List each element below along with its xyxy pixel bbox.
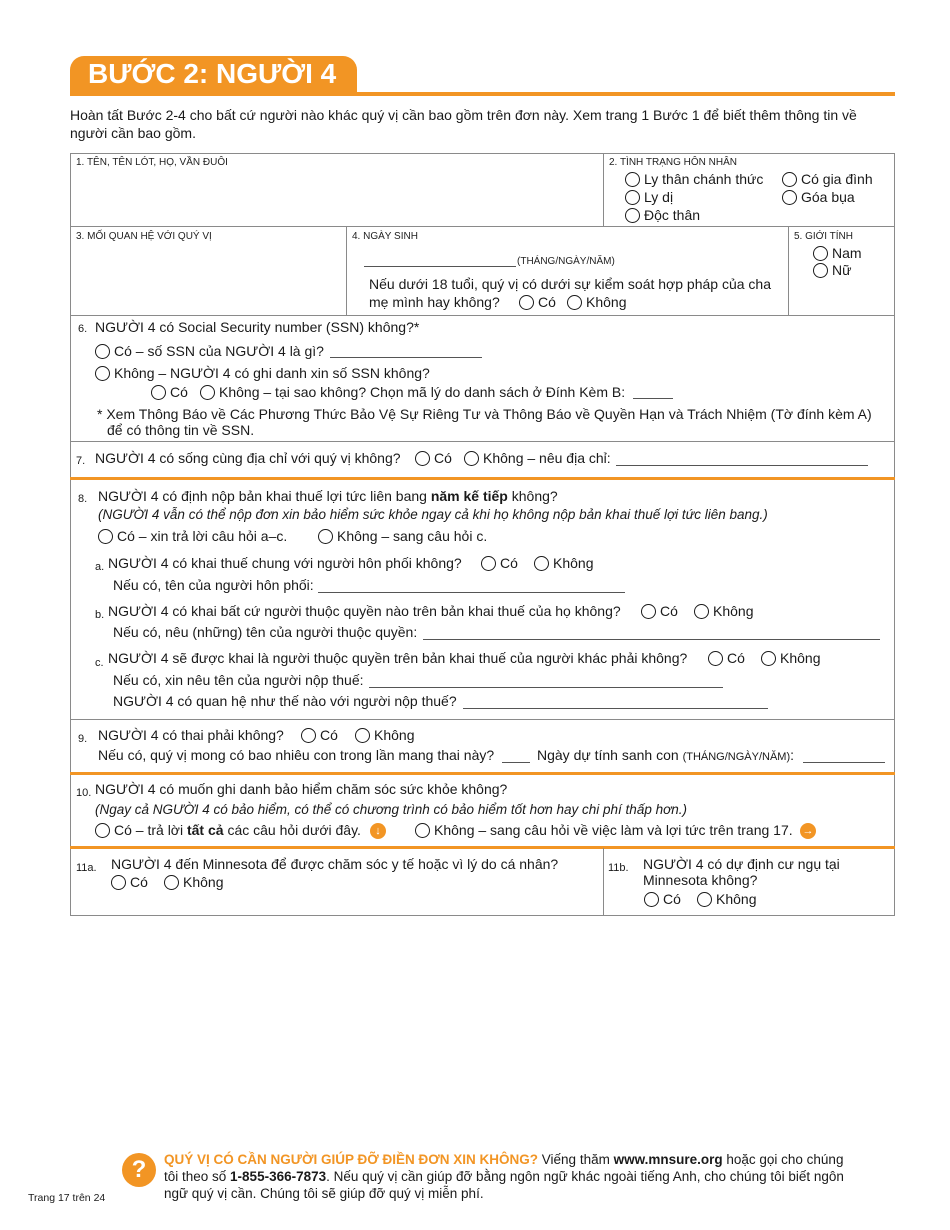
option-label: Có bbox=[130, 874, 148, 890]
dependents-question: NGƯỜI 4 có khai bất cứ người thuộc quyền nào trên bản khai thuế của họ không? bbox=[108, 603, 621, 619]
option-label: Không bbox=[183, 874, 224, 890]
option-label: Ly dị bbox=[644, 189, 674, 205]
option-label: Có bbox=[660, 603, 678, 619]
radio-mn-reside-no[interactable] bbox=[697, 892, 712, 907]
radio-ssn-applied-yes[interactable] bbox=[151, 385, 166, 400]
radio-pregnant-yes[interactable] bbox=[301, 728, 316, 743]
col-divider bbox=[603, 848, 604, 916]
taxpayer-name-label: Nếu có, xin nêu tên của người nộp thuế: bbox=[113, 672, 364, 688]
option-label: Nữ bbox=[832, 262, 852, 278]
page-title: BƯỚC 2: NGƯỜI 4 bbox=[88, 58, 337, 89]
row-divider bbox=[70, 315, 895, 316]
radio-ssn-applied-no[interactable] bbox=[200, 385, 215, 400]
question-mark-icon: ? bbox=[122, 1153, 156, 1187]
due-date-input[interactable] bbox=[803, 762, 885, 763]
taxpayer-name-input[interactable] bbox=[369, 687, 723, 688]
option-label: Góa bụa bbox=[801, 189, 855, 205]
minor-question: Nếu dưới 18 tuổi, quý vị có dưới sự kiểm soát hợp pháp của cha bbox=[369, 276, 771, 292]
question-number: 11a. bbox=[76, 862, 97, 874]
gender-label: 5. GIỚI TÍNH bbox=[794, 231, 853, 242]
radio-claimed-yes[interactable] bbox=[708, 651, 723, 666]
intro-text: Hoàn tất Bước 2-4 cho bất cứ người nào khác quý vị cần bao gồm trên đơn này. Xem trang 1 Bước 1 để biết thêm thông tin về người cần bao gồm. bbox=[70, 107, 857, 141]
option-label: Có – số SSN của NGƯỜI 4 là gì? bbox=[114, 343, 324, 359]
radio-enroll-no[interactable] bbox=[415, 823, 430, 838]
radio-minor-yes[interactable] bbox=[519, 295, 534, 310]
radio-married[interactable] bbox=[782, 172, 797, 187]
babies-count-input[interactable] bbox=[502, 762, 530, 763]
option-label: Không – sang câu hỏi về việc làm và lợi tức trên trang 17. bbox=[434, 822, 793, 838]
option-label: Không bbox=[713, 603, 754, 619]
option-label: Có bbox=[170, 384, 188, 400]
radio-mn-care-no[interactable] bbox=[164, 875, 179, 890]
radio-address-no[interactable] bbox=[464, 451, 479, 466]
radio-widowed[interactable] bbox=[782, 190, 797, 205]
row-divider bbox=[70, 226, 895, 227]
dob-input[interactable] bbox=[364, 266, 516, 267]
minnesota-residence-question: NGƯỜI 4 có dự định cư ngụ tại bbox=[643, 856, 840, 872]
radio-claimed-no[interactable] bbox=[761, 651, 776, 666]
dob-format: (THÁNG/NGÀY/NĂM) bbox=[517, 256, 615, 267]
section-divider bbox=[70, 846, 895, 849]
question-number: 6. bbox=[78, 323, 88, 335]
minor-question-cont: mẹ mình hay không? bbox=[369, 294, 500, 310]
option-label: Không bbox=[780, 650, 821, 666]
radio-legally-separated[interactable] bbox=[625, 172, 640, 187]
radio-female[interactable] bbox=[813, 263, 828, 278]
radio-minor-no[interactable] bbox=[567, 295, 582, 310]
marital-status-label: 2. TÌNH TRẠNG HÔN NHÂN bbox=[609, 157, 737, 168]
taxpayer-relationship-input[interactable] bbox=[463, 708, 768, 709]
option-label: Không bbox=[553, 555, 594, 571]
spouse-name-input[interactable] bbox=[318, 592, 625, 593]
question-number: 11b. bbox=[608, 862, 629, 874]
section-divider bbox=[70, 772, 895, 775]
pregnancy-question: NGƯỜI 4 có thai phải không? bbox=[98, 727, 284, 743]
col-divider bbox=[603, 153, 604, 226]
relationship-input[interactable] bbox=[72, 246, 344, 312]
arrow-down-circle-icon: ↓ bbox=[370, 823, 386, 839]
option-label: Không – NGƯỜI 4 có ghi danh xin số SSN không? bbox=[114, 365, 430, 381]
joint-filing-question: NGƯỜI 4 có khai thuế chung với người hôn phối không? bbox=[108, 555, 462, 571]
enroll-question: NGƯỜI 4 có muốn ghi danh bảo hiểm chăm sóc sức khỏe không? bbox=[95, 781, 508, 797]
ssn-question: NGƯỜI 4 có Social Security number (SSN) không?* bbox=[95, 319, 420, 335]
enroll-note: (Ngay cả NGƯỜI 4 có bảo hiểm, có thể có chương trình có bảo hiểm tốt hơn hay chi phí thấp hơn.) bbox=[95, 802, 688, 817]
option-label: Nam bbox=[832, 245, 862, 261]
option-label: Không – tại sao không? Chọn mã lý do danh sách ở Đính Kèm B: bbox=[219, 384, 626, 400]
option-label: Có bbox=[727, 650, 745, 666]
radio-joint-yes[interactable] bbox=[481, 556, 496, 571]
option-label: Có – xin trả lời câu hỏi a–c. bbox=[117, 528, 288, 544]
address-question: NGƯỜI 4 có sống cùng địa chỉ với quý vị không? bbox=[95, 450, 401, 466]
option-label: Có bbox=[538, 294, 556, 310]
col-divider bbox=[346, 226, 347, 315]
sub-letter: c. bbox=[95, 657, 104, 669]
radio-tax-no[interactable] bbox=[318, 529, 333, 544]
option-label: Ly thân chánh thức bbox=[644, 171, 764, 187]
name-label: 1. TÊN, TÊN LÓT, HỌ, VẦN ĐUÔI bbox=[76, 157, 228, 168]
option-label: Có – trả lời tất cả các câu hỏi dưới đây. bbox=[114, 822, 361, 838]
question-number: 8. bbox=[78, 493, 88, 505]
option-label: Có bbox=[320, 727, 338, 743]
tax-filing-question: NGƯỜI 4 có định nộp bản khai thuế lợi tức liên bang năm kế tiếp không? bbox=[98, 488, 558, 504]
row-divider bbox=[70, 441, 895, 442]
header-rule bbox=[70, 92, 895, 96]
radio-ssn-yes[interactable] bbox=[95, 344, 110, 359]
radio-mn-care-yes[interactable] bbox=[111, 875, 126, 890]
dependent-names-label: Nếu có, nêu (những) tên của người thuộc quyền: bbox=[113, 624, 418, 640]
reason-code-input[interactable] bbox=[633, 398, 673, 399]
col-divider bbox=[788, 226, 789, 315]
radio-joint-no[interactable] bbox=[534, 556, 549, 571]
sub-letter: a. bbox=[95, 561, 105, 573]
radio-tax-yes[interactable] bbox=[98, 529, 113, 544]
sub-letter: b. bbox=[95, 609, 105, 621]
name-input[interactable] bbox=[72, 172, 600, 224]
radio-divorced[interactable] bbox=[625, 190, 640, 205]
question-number: 7. bbox=[76, 455, 86, 467]
radio-ssn-no[interactable] bbox=[95, 366, 110, 381]
radio-mn-reside-yes[interactable] bbox=[644, 892, 659, 907]
section-divider bbox=[70, 477, 895, 480]
dob-label: 4. NGÀY SINH bbox=[352, 231, 418, 242]
option-label: Độc thân bbox=[644, 207, 701, 223]
ssn-note: * Xem Thông Báo về Các Phương Thức Bảo Vệ Sự Riêng Tư và Thông Báo về Quyền Hạn và Trách Nhiệm (Tờ đính kèm A) bbox=[97, 406, 872, 422]
page-number: Trang 17 trên 24 bbox=[28, 1192, 106, 1204]
option-label: Không bbox=[374, 727, 415, 743]
option-label: Có bbox=[434, 450, 452, 466]
radio-dependents-no[interactable] bbox=[694, 604, 709, 619]
taxpayer-relationship-label: NGƯỜI 4 có quan hệ như thế nào với người nộp thuế? bbox=[113, 693, 457, 709]
radio-enroll-yes[interactable] bbox=[95, 823, 110, 838]
radio-dependents-yes[interactable] bbox=[641, 604, 656, 619]
babies-count-label: Nếu có, quý vị mong có bao nhiêu con trong lần mang thai này? bbox=[98, 747, 495, 763]
option-label: Không – sang câu hỏi c. bbox=[337, 528, 488, 544]
radio-male[interactable] bbox=[813, 246, 828, 261]
radio-address-yes[interactable] bbox=[415, 451, 430, 466]
minnesota-care-question: NGƯỜI 4 đến Minnesota để được chăm sóc y tế hoặc vì lý do cá nhân? bbox=[111, 856, 559, 872]
dependent-names-input[interactable] bbox=[423, 639, 880, 640]
option-label: Có bbox=[663, 891, 681, 907]
arrow-right-circle-icon: → bbox=[800, 823, 816, 839]
radio-pregnant-no[interactable] bbox=[355, 728, 370, 743]
address-input[interactable] bbox=[616, 465, 868, 466]
claimed-dependent-question: NGƯỜI 4 sẽ được khai là người thuộc quyền trên bản khai thuế của người khác phải không? bbox=[108, 650, 688, 666]
minnesota-residence-question-cont: Minnesota không? bbox=[643, 872, 758, 888]
spouse-name-label: Nếu có, tên của người hôn phối: bbox=[113, 577, 314, 593]
option-label: Có gia đình bbox=[801, 171, 873, 187]
row-divider bbox=[70, 719, 895, 720]
relationship-label: 3. MỐI QUAN HỆ VỚI QUÝ VỊ bbox=[76, 231, 212, 242]
due-date-label: Ngày dự tính sanh con (THÁNG/NGÀY/NĂM): bbox=[537, 747, 795, 763]
ssn-note-cont: để có thông tin về SSN. bbox=[107, 422, 255, 438]
question-number: 9. bbox=[78, 733, 88, 745]
ssn-input[interactable] bbox=[330, 357, 482, 358]
option-label: Không bbox=[716, 891, 757, 907]
question-number: 10. bbox=[76, 787, 92, 799]
tax-filing-note: (NGƯỜI 4 vẫn có thể nộp đơn xin bảo hiểm sức khỏe ngay cả khi họ không nộp bản khai thuế lợi tức liên bang.) bbox=[98, 507, 768, 522]
option-label: Có bbox=[500, 555, 518, 571]
radio-single[interactable] bbox=[625, 208, 640, 223]
option-label: Không bbox=[586, 294, 627, 310]
option-label: Không – nêu địa chỉ: bbox=[483, 450, 611, 466]
help-text: QUÝ VỊ CÓ CẦN NGƯỜI GIÚP ĐỠ ĐIỀN ĐƠN XIN KHÔNG? Viếng thăm www.mnsure.org hoặc gọi cho chúng tôi theo số 1-855-366-7873. Nếu quý vị cần giúp đỡ bằng ngôn ngữ khác ngoài tiếng Anh, cho chúng tôi biết ngôn ngữ quý vị cần. Chúng tôi sẽ giúp đỡ quý vị miễn phí. bbox=[164, 1152, 844, 1201]
